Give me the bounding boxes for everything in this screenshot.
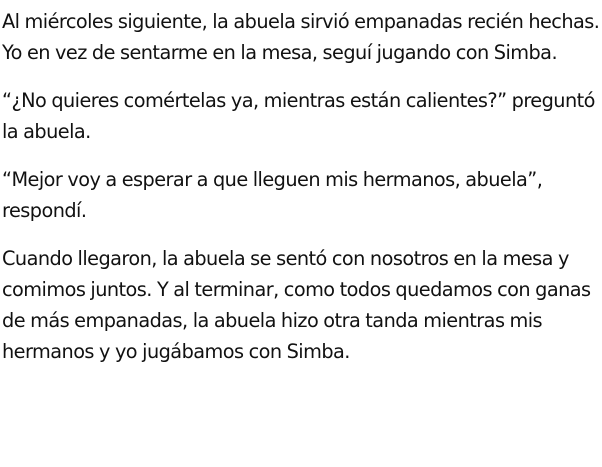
story-paragraph-3: “Mejor voy a esperar a que lleguen mis hermanos, abuela”, respondí. xyxy=(2,168,543,222)
story-paragraph-4: Cuando llegaron, la abuela se sentó con nosotros en la mesa y comimos juntos. Y al terminar, como todos quedamos con ganas de más empanadas, la abuela hizo otra tanda mientras mis hermanos y yo jugábamos con Simba. xyxy=(2,247,591,363)
story-paragraph-2: “¿No quieres comértelas ya, mientras están calientes?” preguntó la abuela. xyxy=(2,89,595,143)
story-paragraph-1: Al miércoles siguiente, la abuela sirvió empanadas recién hechas. Yo en vez de sentarme en la mesa, seguí jugando con Simba. xyxy=(2,10,600,64)
